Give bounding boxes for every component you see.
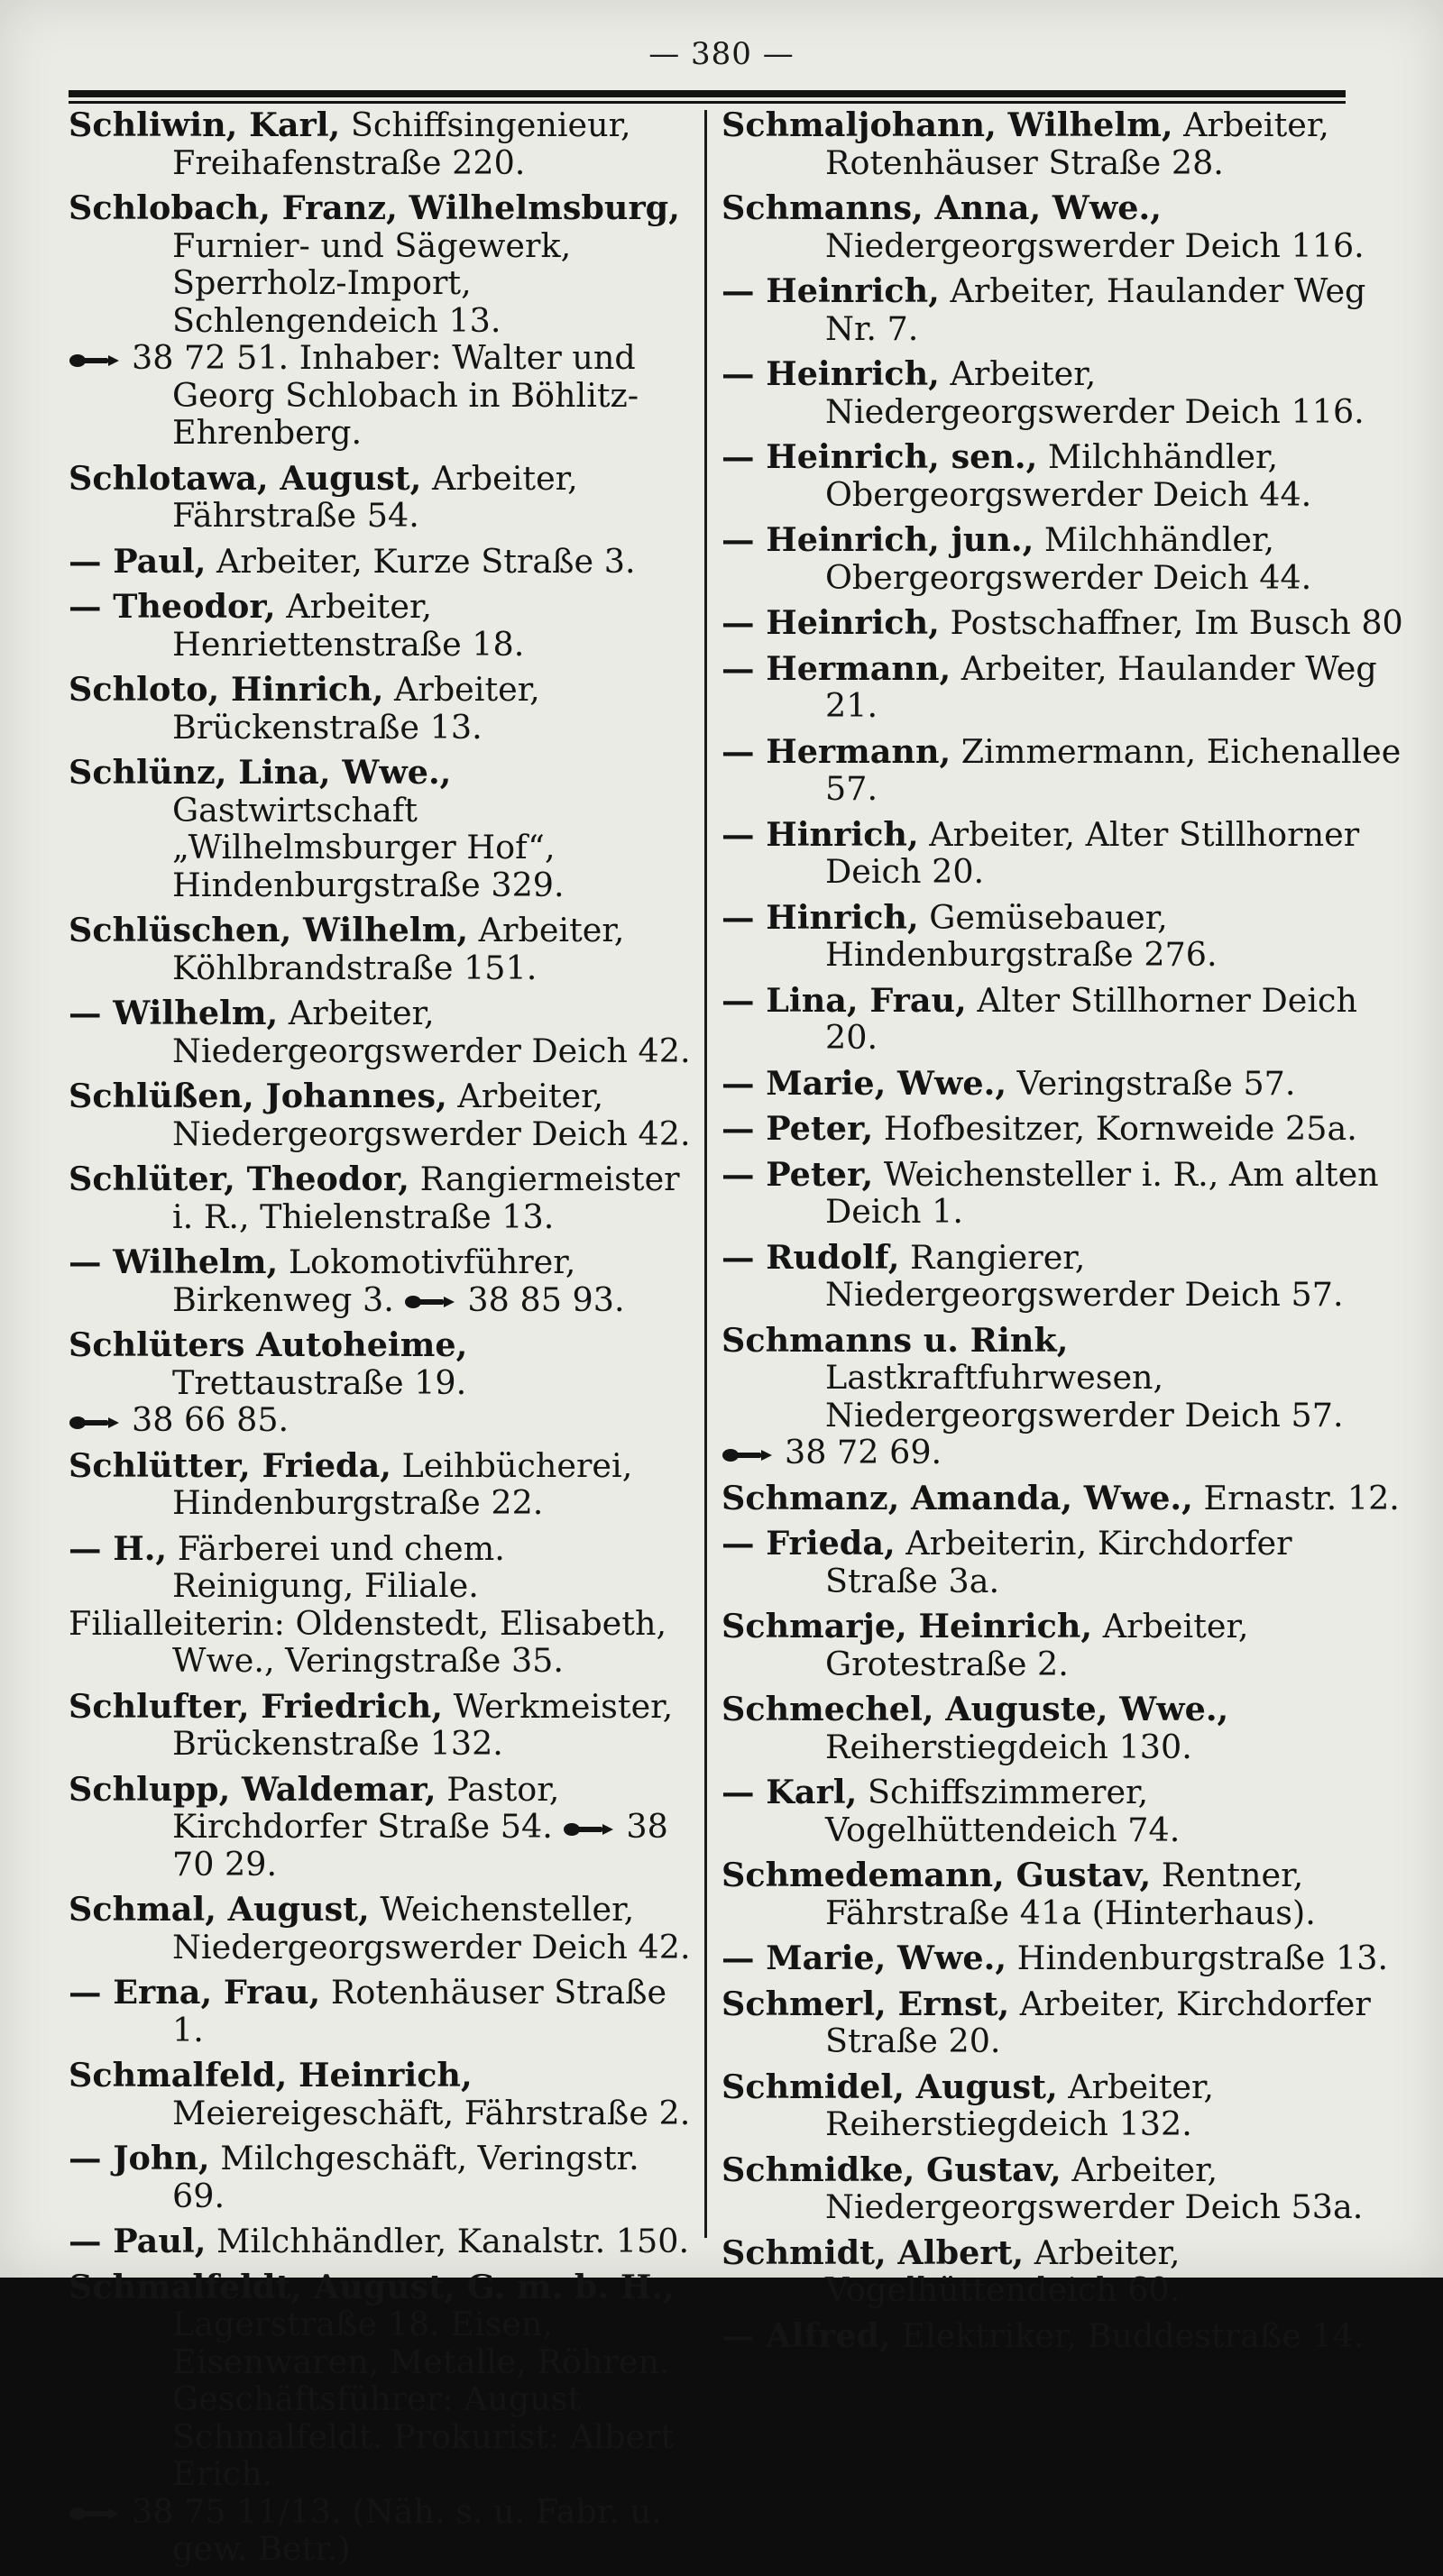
entry-details: Weichensteller, Niedergeorgswerder Deich 42. [172, 1890, 691, 1966]
entry-name: — Peter, [722, 1109, 874, 1148]
entry-name: — Karl, [722, 1773, 858, 1811]
entry-name: — Heinrich, jun., [722, 520, 1034, 559]
entry-details: Lokomotivführer, Birkenweg 3. [172, 1242, 576, 1319]
entry-details: Milchhändler, Obergeorgswerder Deich 44. [825, 437, 1312, 514]
directory-entry [69, 1077, 691, 1152]
entry-details: Arbeiter, Rotenhäuser Straße 28. [825, 105, 1329, 182]
entry-name: Schmalfeld, Heinrich, [69, 2056, 473, 2095]
entry-name: — Hinrich, [722, 897, 919, 937]
phone-number: 38 66 85. [132, 1400, 290, 1439]
directory-entry [722, 272, 1407, 347]
entry-name: Schlüßen, Johannes, [69, 1077, 447, 1115]
entry-name: — Peter, [722, 1154, 874, 1194]
entry-name: Schlünz, Lina, Wwe., [69, 753, 452, 792]
entry-name: Schloto, Hinrich, [69, 670, 384, 709]
entry-name: Schlüters Autoheime, [69, 1325, 468, 1364]
directory-entry [69, 1891, 691, 1966]
directory-entry [722, 2068, 1407, 2143]
directory-entry [722, 733, 1407, 808]
entry-name: — John, [69, 2139, 210, 2177]
entry-details: Gemüsebauer, Hindenburgstraße 276. [825, 897, 1218, 974]
entry-extra: Inhaber: Walter und Georg Schlobach in Böhlitz-Ehrenberg. [172, 338, 639, 452]
entry-name: Schmidt, Albert, [722, 2232, 1025, 2272]
entry-details: Weichensteller i. R., Am alten Deich 1. [825, 1154, 1379, 1231]
directory-entry [69, 1326, 691, 1439]
directory-entry [722, 1110, 1407, 1148]
entry-details: Arbeiter, Kurze Straße 3. [206, 541, 636, 581]
entry-name: Schliwin, Karl, [69, 105, 341, 144]
entry-name: — Heinrich, [722, 354, 940, 393]
entry-name: — Heinrich, [722, 271, 940, 310]
page-number: — 380 — [648, 36, 795, 72]
entry-details: Lagerstraße 18. Eisen, Eisenwaren, Metalle, Röhren. Geschäftsführer: August Schmalfeldt. Prokurist: Albert Erich. [172, 2305, 675, 2493]
directory-entry [722, 1156, 1407, 1231]
entry-name: Schmanns u. Rink, [722, 1320, 1069, 1360]
directory-entry [722, 604, 1407, 642]
entry-details: Milchhändler, Obergeorgswerder Deich 44. [825, 520, 1312, 597]
entry-name: — Marie, Wwe., [722, 1939, 1007, 1977]
entry-name: — Hermann, [722, 731, 951, 771]
entry-details: Gastwirtschaft „Wilhelmsburger Hof“, Hindenburgstraße 329. [172, 790, 565, 904]
entry-name: — H., [69, 1528, 168, 1568]
entry-details: Lastkraftfuhrwesen, Niedergeorgswerder Deich 57. [825, 1358, 1344, 1435]
directory-entry [69, 1974, 691, 2049]
entry-details: Arbeiter, Niedergeorgswerder Deich 53a. [825, 2150, 1364, 2226]
directory-entry [722, 1774, 1407, 1848]
directory-entry [722, 2317, 1407, 2355]
entry-name: — Wilhelm, [69, 1242, 279, 1281]
directory-entry [69, 1160, 691, 1235]
directory-entry [69, 1688, 691, 1763]
entry-details: Schiffsingenieur, Freihafenstraße 220. [172, 105, 631, 182]
entry-details: Arbeiter, Henriettenstraße 18. [172, 587, 525, 664]
entry-details: Arbeiter, Brückenstraße 13. [172, 670, 540, 747]
entry-details: Hindenburgstraße 13. [1006, 1939, 1389, 1977]
entry-name: Schlufter, Friedrich, [69, 1686, 443, 1726]
entry-name: Schlüschen, Wilhelm, [69, 911, 469, 949]
phone-number: 38 85 93. [467, 1279, 625, 1319]
directory-entry [722, 2151, 1407, 2226]
entry-name: — Alfred, [722, 2315, 891, 2355]
directory-entry [722, 816, 1407, 891]
entry-name: — Heinrich, [722, 603, 940, 642]
directory-entry [722, 1856, 1407, 1931]
directory-entry [69, 2223, 691, 2260]
directory-entry [69, 106, 691, 181]
entry-name: Schmechel, Auguste, Wwe., [722, 1690, 1229, 1728]
directory-entry [722, 1985, 1407, 2060]
entry-details: Pastor, Kirchdorfer Straße 54. [172, 1769, 560, 1846]
directory-entry [69, 588, 691, 663]
entry-details: Arbeiter, Kirchdorfer Straße 20. [825, 1984, 1371, 2060]
telephone-handset-icon [69, 352, 123, 370]
entry-details: Ernastr. 12. [1192, 1478, 1400, 1517]
directory-entry [722, 2234, 1407, 2309]
entry-details: Arbeiter, Vogelhüttendeich 60. [825, 2232, 1181, 2309]
entry-details: Schiffszimmerer, Vogelhüttendeich 74. [825, 1773, 1181, 1849]
phone-number: 38 70 29. [172, 1807, 668, 1884]
telephone-handset-icon [404, 1293, 458, 1311]
entry-name: — Lina, Frau, [722, 980, 967, 1020]
directory-entry [69, 995, 691, 1069]
entry-name: — Paul, [69, 2222, 207, 2260]
entry-details: Niedergeorgswerder Deich 116. [825, 225, 1365, 265]
directory-entry [722, 1480, 1407, 1517]
directory-entry [722, 1525, 1407, 1600]
directory-entry [722, 106, 1407, 181]
entry-name: Schmidke, Gustav, [722, 2150, 1062, 2189]
column-divider [704, 110, 707, 2238]
entry-details: Arbeiter, Köhlbrandstraße 151. [172, 911, 625, 987]
directory-entry [69, 1771, 691, 1884]
phone-number: 38 72 51. [132, 338, 290, 377]
entry-details: Leihbücherei, Hindenburgstraße 22. [172, 1445, 633, 1522]
directory-entry [69, 2269, 691, 2568]
directory-entry [722, 521, 1407, 596]
directory-entry [722, 1239, 1407, 1314]
entry-name: — Hermann, [722, 648, 951, 688]
entry-name: Schlotawa, August, [69, 458, 422, 498]
entry-extra: (Näh. s. u. Fabr. u. gew. Betr.) [172, 2491, 662, 2568]
entry-name: Schmalfeldt, August, G. m. b. H., [69, 2267, 675, 2306]
directory-entry [722, 650, 1407, 725]
entry-details: Arbeiter, Niedergeorgswerder Deich 42. [172, 994, 691, 1070]
entry-name: Schlütter, Frieda, [69, 1445, 391, 1485]
directory-entry [722, 982, 1407, 1057]
entry-details: Arbeiter, Niedergeorgswerder Deich 42. [172, 1077, 691, 1153]
header-rule-thin [69, 101, 1346, 104]
telephone-handset-icon [69, 1414, 123, 1432]
entry-details: Alter Stillhorner Deich 20. [825, 980, 1357, 1057]
directory-entry [722, 1608, 1407, 1682]
entry-name: Schmerl, Ernst, [722, 1984, 1010, 2023]
entry-name: Schmaljohann, Wilhelm, [722, 105, 1173, 144]
entry-name: Schmidel, August, [722, 2067, 1058, 2106]
directory-entry [69, 2140, 691, 2214]
entry-extra: Filialleiterin: Oldenstedt, Elisabeth, Wwe., Veringstraße 35. [69, 1603, 667, 1680]
entry-name: Schmal, August, [69, 1890, 370, 1929]
entry-details: Arbeiterin, Kirchdorfer Straße 3a. [825, 1524, 1292, 1600]
entry-details: Trettaustraße 19. [172, 1362, 467, 1402]
right-column [722, 106, 1407, 2362]
entry-details: Färberei und chem. Reinigung, Filiale. [167, 1528, 505, 1605]
entry-details: Postschaffner, Im Busch 80 [939, 603, 1403, 642]
directory-entry [69, 671, 691, 746]
entry-name: — Hinrich, [722, 814, 919, 854]
directory-entry [722, 438, 1407, 513]
header-rule-thick [69, 90, 1346, 97]
directory-entry [69, 1530, 691, 1680]
directory-entry [69, 543, 691, 581]
entry-name: — Frieda, [722, 1524, 896, 1563]
entry-details: Reiherstiegdeich 130. [825, 1727, 1192, 1766]
entry-name: — Theodor, [69, 587, 276, 626]
entry-name: Schmanns, Anna, Wwe., [722, 188, 1162, 227]
directory-entry [69, 2057, 691, 2131]
entry-name: — Erna, Frau, [69, 1973, 321, 2012]
entry-details: Arbeiter, Alter Stillhorner Deich 20. [825, 814, 1360, 891]
entry-details: Arbeiter, Fährstraße 54. [172, 458, 578, 535]
entry-details: Rangiermeister i. R., Thielenstraße 13. [172, 1160, 680, 1236]
directory-entry [722, 1939, 1407, 1977]
entry-name: Schmarje, Heinrich, [722, 1607, 1093, 1646]
entry-name: — Rudolf, [722, 1237, 900, 1277]
entry-name: — Heinrich, sen., [722, 437, 1038, 476]
entry-details: Arbeiter, Haulander Weg Nr. 7. [825, 271, 1366, 348]
entry-details: Rangierer, Niedergeorgswerder Deich 57. [825, 1237, 1344, 1314]
entry-name: — Wilhelm, [69, 994, 279, 1032]
telephone-handset-icon [69, 2505, 123, 2523]
directory-entry [722, 899, 1407, 974]
entry-details: Arbeiter, Reiherstiegdeich 132. [825, 2067, 1215, 2143]
directory-entry [69, 1243, 691, 1318]
entry-details: Furnier- und Sägewerk, Sperrholz-Import, Schlengendeich 13. [172, 225, 572, 340]
phone-number: 38 75 11/13. [132, 2491, 342, 2531]
entry-details: Veringstraße 57. [1006, 1063, 1296, 1103]
directory-entry [69, 460, 691, 535]
telephone-handset-icon [563, 1820, 617, 1838]
entry-details: Arbeiter, Haulander Weg 21. [825, 648, 1377, 725]
entry-details: Rentner, Fährstraße 41a (Hinterhaus). [825, 1856, 1316, 1932]
entry-details: Milchgeschäft, Veringstr. 69. [172, 2139, 639, 2215]
phone-number: 38 72 69. [785, 1433, 942, 1471]
entry-details: Milchhändler, Kanalstr. 150. [206, 2222, 690, 2260]
telephone-handset-icon [722, 1446, 776, 1464]
entry-details: Hofbesitzer, Kornweide 25a. [873, 1109, 1357, 1148]
directory-entry [69, 754, 691, 903]
entry-name: Schmedemann, Gustav, [722, 1856, 1152, 1894]
entry-name: — Paul, [69, 541, 207, 581]
directory-entry [722, 189, 1407, 264]
directory-entry [722, 1322, 1407, 1471]
entry-details: Arbeiter, Grotestraße 2. [825, 1607, 1249, 1683]
entry-details: Werkmeister, Brückenstraße 132. [172, 1686, 674, 1763]
entry-name: Schlüter, Theodor, [69, 1160, 410, 1198]
entry-details: Elektriker, Buddestraße 14. [890, 2315, 1365, 2355]
directory-entry [69, 912, 691, 986]
left-column [69, 106, 691, 2576]
entry-details: Arbeiter, Niedergeorgswerder Deich 116. [825, 354, 1365, 431]
entry-name: Schlupp, Waldemar, [69, 1769, 437, 1809]
directory-entry [722, 1691, 1407, 1765]
entry-name: Schmanz, Amanda, Wwe., [722, 1478, 1193, 1517]
entry-details: Zimmermann, Eichenallee 57. [825, 731, 1402, 808]
directory-entry [722, 1065, 1407, 1103]
directory-entry [722, 355, 1407, 430]
entry-name: — Marie, Wwe., [722, 1063, 1007, 1103]
entry-name: Schlobach, Franz, Wilhelmsburg, [69, 188, 680, 227]
entry-details: Rotenhäuser Straße 1. [172, 1973, 667, 2049]
directory-entry [69, 1447, 691, 1522]
directory-entry [69, 189, 691, 452]
entry-details: Meiereigeschäft, Fährstraße 2. [172, 2093, 691, 2132]
